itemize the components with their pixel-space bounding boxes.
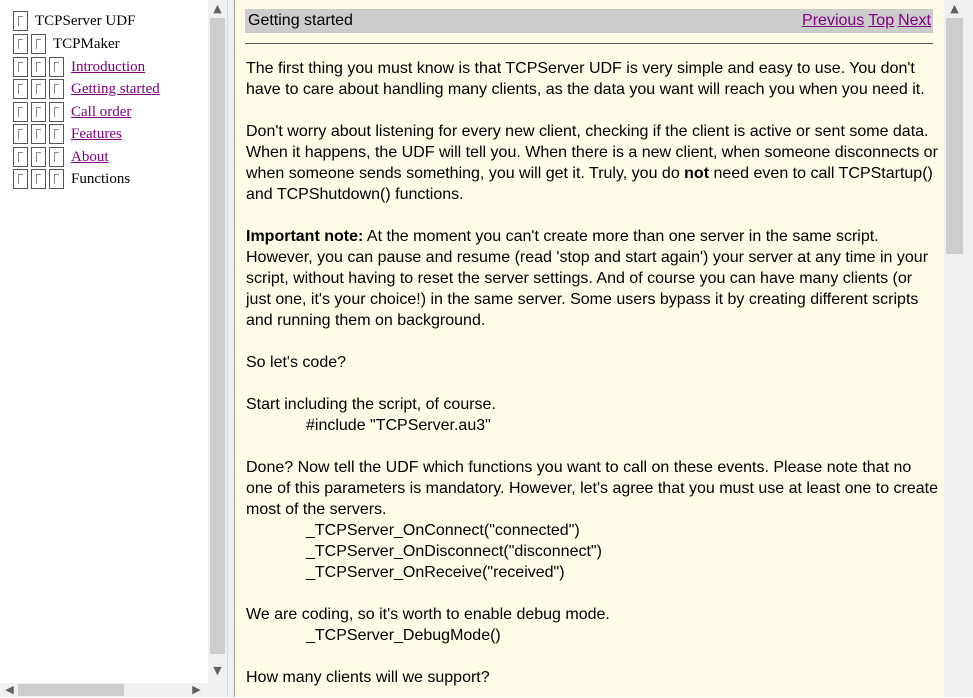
scrollbar-corner xyxy=(208,683,227,697)
tree-link-features[interactable]: Features xyxy=(71,125,122,142)
page-icon xyxy=(49,124,64,144)
content-pane xyxy=(235,0,944,697)
text-run: Start including the script, of course. xyxy=(246,396,496,413)
tree-item-call-order[interactable] xyxy=(13,102,131,122)
text-run: Done? Now tell the UDF which functions you want to call on these events. Please note that no one of this parameters is mandatory. However, let's agree that you must use at least one to create most of the servers. xyxy=(246,459,939,518)
bold-text: Important note: xyxy=(246,228,364,245)
tree-item-label: Functions xyxy=(71,170,131,187)
scrollbar-thumb[interactable] xyxy=(18,684,124,696)
paragraph: How many clients will we support? xyxy=(246,669,490,686)
scroll-up-arrow-icon[interactable]: ▲ xyxy=(950,2,959,15)
tree-item-functions[interactable] xyxy=(13,169,130,189)
previous-link[interactable]: Previous xyxy=(802,12,865,29)
paragraph: So let's code? xyxy=(246,354,347,371)
page-icon xyxy=(49,102,64,122)
text-run: At the moment you can't create more than one server in the same script. However, you can pause and resume (read 'stop and start again') your server at any time in your script, without having to reset the server settings. And of course you can have many clients (or just one, it's your choice!) in the same server. Some users bypass it by creating different scripts and running them on background. xyxy=(246,228,929,329)
page-title: Getting started xyxy=(248,12,353,29)
scroll-down-arrow-icon[interactable]: ▼ xyxy=(213,664,222,677)
tree-vertical-scrollbar[interactable] xyxy=(208,0,227,683)
tree-line-icon xyxy=(31,102,46,122)
bold-text: not xyxy=(684,165,710,182)
code-line: #include "TCPServer.au3" xyxy=(306,417,491,434)
tree-line-icon xyxy=(31,79,46,99)
tree-link-call-order[interactable]: Call order xyxy=(71,103,132,120)
tree-item-label: TCPServer UDF xyxy=(35,12,136,29)
tree-line-icon xyxy=(31,169,46,189)
tree-item-about[interactable] xyxy=(13,147,109,167)
tree-item-label: TCPMaker xyxy=(53,35,120,52)
tree-line-icon xyxy=(13,124,28,144)
scrollbar-thumb[interactable] xyxy=(210,18,225,654)
paragraph xyxy=(246,394,938,436)
topic-nav xyxy=(798,12,931,30)
page-icon xyxy=(49,147,64,167)
code-line: _TCPServer_OnConnect("connected") xyxy=(306,522,580,539)
tree-line-icon xyxy=(13,147,28,167)
header-divider xyxy=(245,43,933,44)
tree-line-icon xyxy=(13,34,28,54)
tree-link-getting-started[interactable]: Getting started xyxy=(71,80,160,97)
tree-line-icon xyxy=(13,57,28,77)
topic-header-bar xyxy=(245,9,933,33)
top-link[interactable]: Top xyxy=(868,12,895,29)
scroll-up-arrow-icon[interactable]: ▲ xyxy=(213,2,222,15)
scroll-left-arrow-icon[interactable]: ◀ xyxy=(5,683,14,696)
paragraph xyxy=(246,604,938,646)
text-run: We are coding, so it's worth to enable debug mode. xyxy=(246,606,610,623)
tree-item-tcpmaker[interactable] xyxy=(13,34,120,54)
tree-line-icon xyxy=(13,169,28,189)
paragraph xyxy=(246,457,938,583)
page-icon xyxy=(49,169,64,189)
scroll-right-arrow-icon[interactable]: ▶ xyxy=(192,683,201,696)
next-link[interactable]: Next xyxy=(898,12,931,29)
tree-line-icon xyxy=(31,124,46,144)
tree-line-icon xyxy=(13,102,28,122)
code-line: _TCPServer_OnReceive("received") xyxy=(306,564,565,581)
page-icon xyxy=(49,57,64,77)
scrollbar-thumb[interactable] xyxy=(946,18,963,254)
paragraph: The first thing you must know is that TCPServer UDF is very simple and easy to use. You don't have to care about handling many clients, as the data you want will reach you when you need it. xyxy=(246,60,925,98)
text-run: need even to call TCPStartup() and TCPShutdown() functions. xyxy=(246,165,933,203)
tree-item-features[interactable] xyxy=(13,124,122,144)
article-body xyxy=(246,58,938,697)
pane-splitter[interactable] xyxy=(227,0,235,697)
text-run: Don't worry about listening for every new client, checking if the client is active or sent some data. When it happens, the UDF will tell you. When there is a new client, when someone disconnects or when someone sends something, you will get it. Truly, you do xyxy=(246,123,938,182)
tree-item-introduction[interactable] xyxy=(13,57,145,77)
tree-line-icon xyxy=(31,57,46,77)
page-icon xyxy=(49,79,64,99)
tree-link-introduction[interactable]: Introduction xyxy=(71,58,146,75)
page-icon xyxy=(13,11,28,31)
toc-tree-pane xyxy=(0,0,208,683)
page-icon xyxy=(31,34,46,54)
tree-item-tcpserver-udf[interactable] xyxy=(13,11,135,31)
paragraph xyxy=(246,121,938,205)
tree-item-getting-started[interactable] xyxy=(13,79,160,99)
code-line: _TCPServer_OnDisconnect("disconnect") xyxy=(306,543,602,560)
tree-line-icon xyxy=(31,147,46,167)
content-vertical-scrollbar[interactable] xyxy=(944,0,973,697)
code-line: _TCPServer_DebugMode() xyxy=(306,627,501,644)
tree-line-icon xyxy=(13,79,28,99)
tree-link-about[interactable]: About xyxy=(71,148,109,165)
tree-horizontal-scrollbar[interactable] xyxy=(0,683,208,697)
paragraph xyxy=(246,226,938,331)
